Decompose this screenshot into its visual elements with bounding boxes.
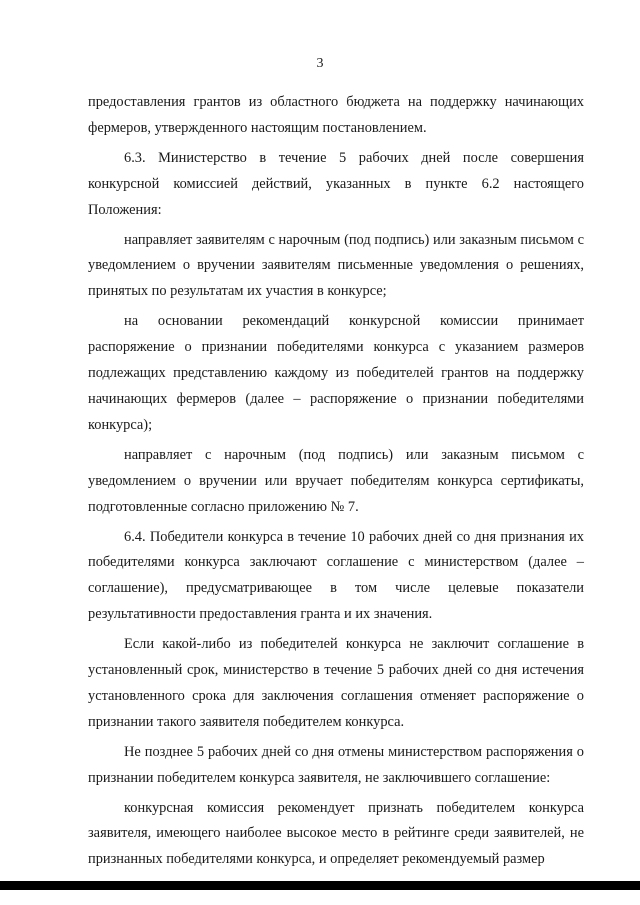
document-body bbox=[88, 90, 584, 877]
paragraph-send-notifications: направляет заявителям с нарочным (под подпись) или заказным письмом с уведомлением о вручении заявителям письменные уведомления о решениях, принятых по результатам их участия в конкурсе; bbox=[88, 231, 584, 300]
paragraph-continuation: предоставления грантов из областного бюджета на поддержку начинающих фермеров, утвержденного настоящим постановлением. bbox=[88, 94, 584, 136]
paragraph-6-3: 6.3. Министерство в течение 5 рабочих дней после совершения конкурсной комиссией действий, указанных в пункте 6.2 настоящего Положения: bbox=[88, 149, 584, 218]
paragraph-cancel-order: Если какой-либо из победителей конкурса не заключит соглашение в установленный срок, министерство в течение 5 рабочих дней со дня истечения установленного срока для заключения соглашения отменяет распоряжение о признании такого заявителя победителем конкурса. bbox=[88, 636, 584, 730]
paragraph-adopt-order: на основании рекомендаций конкурсной комиссии принимает распоряжение о признании победителями конкурса с указанием размеров подлежащих представлению каждому из победителей грантов на поддержку начинающих фермеров (далее – распоряжение о признании победителями конкурса); bbox=[88, 313, 584, 433]
paragraph-deadline: Не позднее 5 рабочих дней со дня отмены министерством распоряжения о признании победителем конкурса заявителя, не заключившего соглашение: bbox=[88, 743, 584, 786]
page-number: 3 bbox=[316, 56, 324, 71]
paragraph-send-certificates: направляет с нарочным (под подпись) или заказным письмом с уведомлением о вручении или вручает победителям конкурса сертификаты, подготовленные согласно приложению № 7. bbox=[88, 446, 584, 515]
paragraph-commission-recommends: конкурсная комиссия рекомендует признать победителем конкурса заявителя, имеющего наиболее высокое место в рейтинге среди заявителей, не признанных победителями конкурса, и определяет рекомендуемый размер bbox=[88, 799, 584, 868]
scan-bottom-border bbox=[0, 881, 640, 890]
paragraph-6-4: 6.4. Победители конкурса в течение 10 рабочих дней со дня признания их победителями конкурса заключают соглашение с министерством (далее – соглашение), предусматривающее в том числе целевые показатели результативности предоставления гранта и их значения. bbox=[88, 528, 584, 623]
